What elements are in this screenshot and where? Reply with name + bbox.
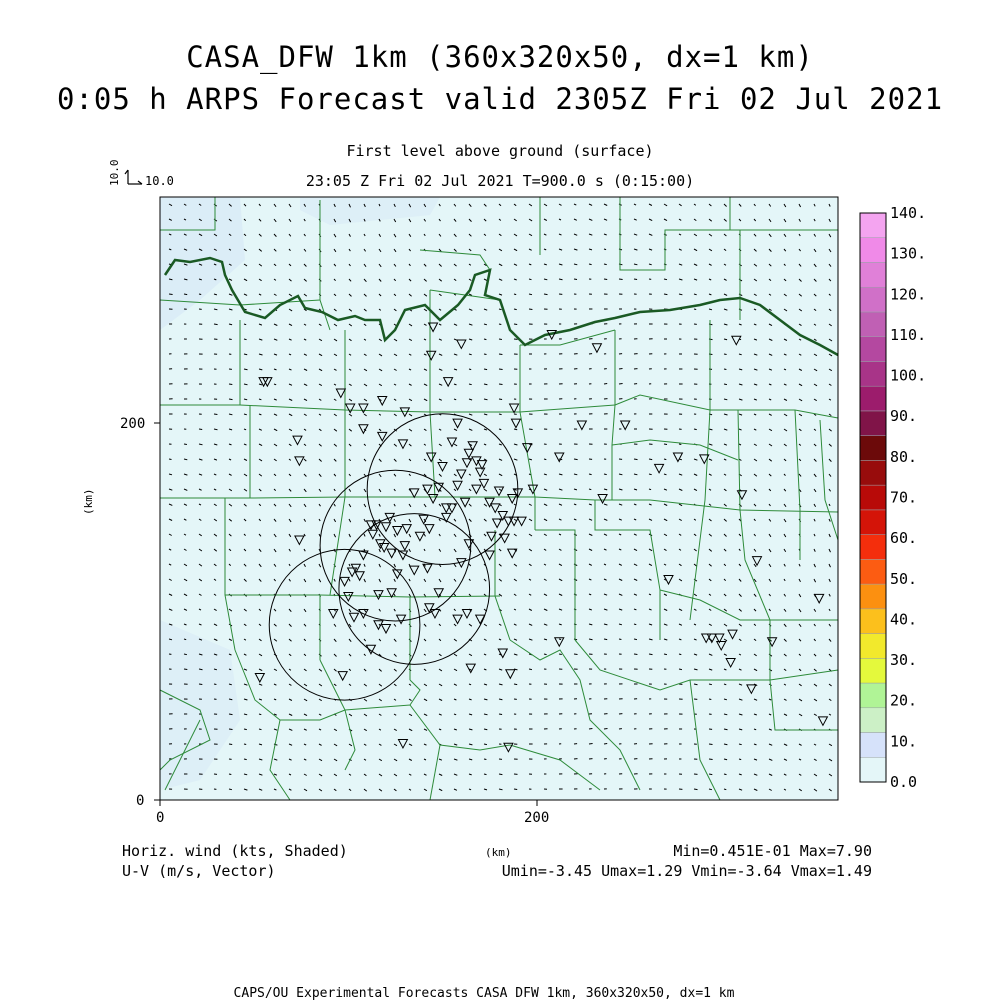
colorbar-label: 40. <box>890 610 917 628</box>
wind-vector <box>574 459 578 460</box>
wind-vector <box>184 654 187 655</box>
colorbar-swatch <box>860 436 886 461</box>
wind-vector <box>469 384 472 385</box>
colorbar-swatch <box>860 658 886 683</box>
wind-vector <box>604 474 607 475</box>
wind-vector <box>604 264 607 265</box>
colorbar-swatch <box>860 238 886 263</box>
wind-vector <box>499 339 502 340</box>
title-line1: CASA_DFW 1km (360x320x50, dx=1 km) <box>0 40 1000 74</box>
wind-vector <box>499 699 502 700</box>
wind-vector <box>664 654 667 655</box>
wind-vector <box>634 654 637 655</box>
colorbar-label: 0.0 <box>890 773 917 791</box>
wind-vector <box>229 324 232 325</box>
wind-vector <box>244 339 247 340</box>
wind-vector <box>184 444 187 445</box>
wind-vector <box>679 654 681 655</box>
wind-vector <box>709 684 712 685</box>
colorbar-label: 130. <box>890 245 926 263</box>
wind-vector <box>709 759 713 760</box>
colorbar-swatch <box>860 559 886 584</box>
wind-vector <box>529 294 532 295</box>
colorbar-swatch <box>860 733 886 758</box>
colorbar-swatch <box>860 757 886 782</box>
colorbar-label: 100. <box>890 367 926 385</box>
wind-vector <box>244 744 246 745</box>
colorbar-swatch <box>860 609 886 634</box>
colorbar-label: 70. <box>890 489 917 507</box>
wind-vector <box>694 429 697 430</box>
wind-vector <box>679 669 682 670</box>
wind-vector <box>604 249 606 250</box>
colorbar-label: 30. <box>890 651 917 669</box>
wind-vector <box>184 669 187 670</box>
vector-scale-vertical-label: 10.0 <box>108 160 121 187</box>
wind-vector <box>634 639 637 640</box>
colorbar-label: 50. <box>890 570 917 588</box>
wind-vector <box>484 369 487 370</box>
wind-vector <box>244 324 246 325</box>
colorbar-swatch <box>860 485 886 510</box>
min-max-stats: Min=0.451E-01 Max=7.90 <box>673 842 872 860</box>
wind-vector <box>544 654 547 655</box>
colorbar-swatch <box>860 386 886 411</box>
x-tick-200: 200 <box>524 810 549 826</box>
colorbar-swatch <box>860 213 886 238</box>
wind-vector <box>229 384 232 385</box>
wind-vector <box>199 669 203 670</box>
colorbar-swatch <box>860 460 886 485</box>
wind-vector <box>514 324 517 325</box>
wind-vector <box>739 744 742 745</box>
wind-vector <box>589 639 593 640</box>
wind-vector <box>694 684 698 685</box>
wind-vector <box>619 369 623 370</box>
wind-speed-field <box>160 197 838 800</box>
colorbar-label: 20. <box>890 692 917 710</box>
colorbar-swatch <box>860 337 886 362</box>
wind-vector <box>544 459 546 460</box>
wind-vector <box>574 639 577 640</box>
wind-vector <box>724 759 727 760</box>
wind-vector <box>559 639 561 640</box>
colorbar-swatch <box>860 287 886 312</box>
x-axis-label: (km) <box>485 846 512 859</box>
wind-vector <box>514 294 516 295</box>
wind-vector <box>499 384 503 385</box>
wind-vector <box>484 759 486 760</box>
wind-vector <box>499 414 502 415</box>
wind-vector <box>724 774 727 775</box>
wind-vector <box>484 744 487 745</box>
wind-vector <box>214 684 216 685</box>
wind-vector <box>229 744 232 745</box>
wind-vector <box>709 744 713 745</box>
wind-vector <box>649 459 652 460</box>
credit-line: CAPS/OU Experimental Forecasts CASA DFW 1km, 360x320x50, dx=1 km <box>0 986 968 1001</box>
wind-vector <box>589 489 591 490</box>
wind-vector <box>604 744 607 745</box>
y-tick-200: 200 <box>120 416 145 432</box>
wind-vector <box>184 294 187 295</box>
colorbar-label: 10. <box>890 732 917 750</box>
wind-vector <box>619 384 623 385</box>
wind-vector <box>214 324 218 325</box>
colorbar-swatch <box>860 683 886 708</box>
wind-vector <box>739 759 741 760</box>
y-axis-label: (km) <box>82 489 95 516</box>
wind-vector <box>529 309 532 310</box>
wind-vector <box>229 699 232 700</box>
wind-vector <box>499 714 502 715</box>
forecast-time-label: 23:05 Z Fri 02 Jul 2021 T=900.0 s (0:15:00) <box>150 172 850 190</box>
wind-vector <box>634 624 636 625</box>
wind-vector <box>499 399 502 400</box>
wind-vector <box>244 369 248 370</box>
colorbar-swatch <box>860 584 886 609</box>
wind-vector <box>169 294 173 295</box>
colorbar-swatch <box>860 708 886 733</box>
wind-vector <box>589 264 592 265</box>
wind-vector <box>574 279 577 280</box>
wind-vector <box>589 729 592 730</box>
vector-scale-horizontal-label: 10.0 <box>145 174 174 188</box>
wind-vector <box>529 429 533 430</box>
wind-vector <box>229 339 232 340</box>
wind-vector <box>169 459 172 460</box>
colorbar-swatch <box>860 535 886 560</box>
wind-vector <box>244 729 247 730</box>
wind-vector <box>664 279 667 280</box>
wind-vector <box>724 384 727 385</box>
field-name-label: Horiz. wind (kts, Shaded) <box>122 842 348 860</box>
vector-scale-icon <box>125 170 142 184</box>
wind-vector <box>694 789 698 790</box>
colorbar <box>860 204 926 791</box>
wind-vector <box>664 444 667 445</box>
wind-vector <box>469 369 471 370</box>
wind-vector <box>724 729 728 730</box>
wind-vector <box>544 294 548 295</box>
wind-vector <box>484 384 487 385</box>
wind-vector <box>619 279 623 280</box>
x-tick-0: 0 <box>156 810 164 826</box>
wind-vector <box>484 354 487 355</box>
wind-vector <box>259 729 262 730</box>
colorbar-label: 80. <box>890 448 917 466</box>
wind-vector <box>484 729 487 730</box>
wind-vector <box>649 489 651 490</box>
colorbar-label: 120. <box>890 285 926 303</box>
colorbar-swatch <box>860 312 886 337</box>
vector-name-label: U-V (m/s, Vector) <box>122 862 276 880</box>
wind-vector <box>229 729 233 730</box>
colorbar-swatch <box>860 262 886 287</box>
wind-vector <box>499 774 502 775</box>
wind-vector <box>574 654 578 655</box>
wind-vector <box>724 354 727 355</box>
wind-vector <box>514 429 517 430</box>
level-label: First level above ground (surface) <box>0 142 1000 160</box>
wind-vector <box>514 309 517 310</box>
wind-vector <box>619 639 621 640</box>
wind-vector <box>499 324 501 325</box>
wind-vector <box>559 279 563 280</box>
wind-vector <box>514 789 517 790</box>
wind-vector <box>694 309 696 310</box>
wind-vector <box>229 714 233 715</box>
wind-vector <box>634 279 637 280</box>
wind-vector <box>724 369 726 370</box>
wind-vector <box>499 369 503 370</box>
wind-vector <box>679 444 681 445</box>
wind-vector <box>229 399 233 400</box>
wind-vector <box>649 654 653 655</box>
wind-vector <box>589 744 593 745</box>
wind-vector <box>229 774 231 775</box>
wind-vector <box>529 279 532 280</box>
wind-vector <box>649 474 652 475</box>
wind-vector <box>259 714 261 715</box>
wind-vector <box>589 474 592 475</box>
colorbar-swatch <box>860 411 886 436</box>
colorbar-label: 140. <box>890 204 926 222</box>
wind-vector <box>709 699 711 700</box>
wind-vector <box>214 414 217 415</box>
wind-vector <box>709 789 712 790</box>
wind-vector <box>499 429 501 430</box>
wind-vector <box>604 729 608 730</box>
wind-vector <box>559 654 562 655</box>
wind-vector <box>604 279 607 280</box>
wind-vector <box>484 774 487 775</box>
uv-stats: Umin=-3.45 Umax=1.29 Vmin=-3.64 Vmax=1.49 <box>502 862 872 880</box>
colorbar-label: 90. <box>890 407 917 425</box>
colorbar-swatch <box>860 510 886 535</box>
wind-vector <box>199 294 201 295</box>
wind-vector <box>244 759 247 760</box>
wind-vector <box>169 279 172 280</box>
wind-vector <box>634 459 638 460</box>
wind-vector <box>499 309 502 310</box>
colorbar-swatch <box>860 361 886 386</box>
wind-vector <box>604 639 607 640</box>
wind-vector <box>229 789 232 790</box>
colorbar-swatch <box>860 634 886 659</box>
wind-vector <box>664 459 666 460</box>
wind-vector <box>244 354 247 355</box>
wind-vector <box>724 339 727 340</box>
colorbar-label: 60. <box>890 529 917 547</box>
wind-vector <box>529 669 532 670</box>
wind-vector <box>199 429 202 430</box>
wind-vector <box>184 639 186 640</box>
wind-vector <box>484 339 486 340</box>
wind-vector <box>199 684 202 685</box>
wind-vector <box>724 789 726 790</box>
title-line2: 0:05 h ARPS Forecast valid 2305Z Fri 02 Jul 2021 <box>0 82 1000 116</box>
colorbar-label: 110. <box>890 326 926 344</box>
wind-vector <box>604 384 607 385</box>
wind-vector <box>499 354 502 355</box>
wind-vector <box>709 774 712 775</box>
wind-vector <box>514 684 517 685</box>
wind-vector <box>664 294 667 295</box>
wind-vector <box>724 744 727 745</box>
y-tick-0: 0 <box>136 793 144 809</box>
